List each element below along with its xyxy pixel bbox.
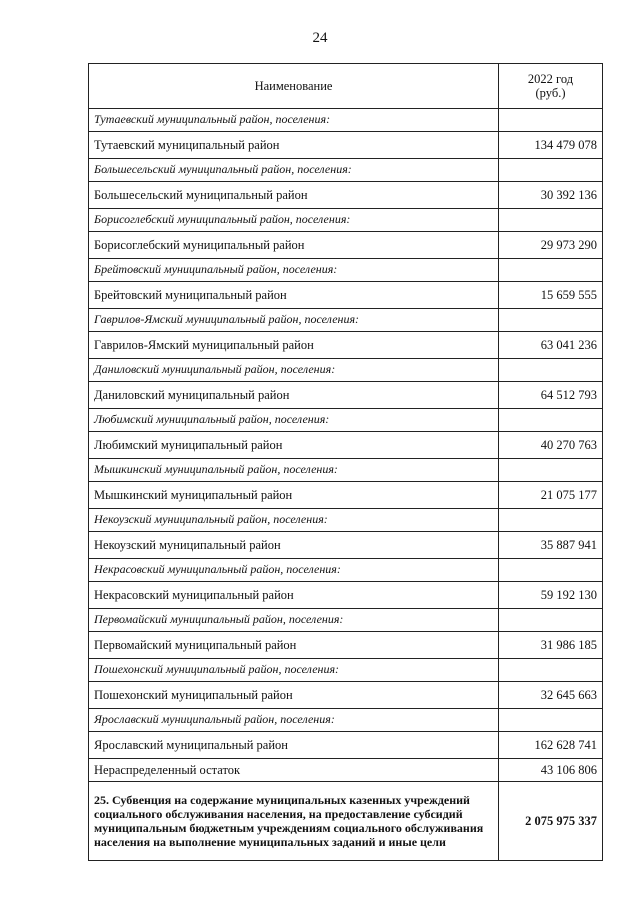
- row-value: 162 628 741: [499, 732, 603, 759]
- group-heading: Гаврилов-Ямский муниципальный район, поселения:: [89, 309, 499, 332]
- group-heading: Борисоглебский муниципальный район, поселения:: [89, 209, 499, 232]
- table-row-group: [89, 709, 603, 732]
- row-value: [499, 409, 603, 432]
- row-name: Первомайский муниципальный район: [89, 632, 499, 659]
- table-row-item: [89, 132, 603, 159]
- group-heading: Мышкинский муниципальный район, поселения:: [89, 459, 499, 482]
- row-value: [499, 159, 603, 182]
- row-value: 2 075 975 337: [499, 782, 603, 861]
- row-name: Брейтовский муниципальный район: [89, 282, 499, 309]
- table-row-item: [89, 432, 603, 459]
- row-value: 15 659 555: [499, 282, 603, 309]
- row-name: Тутаевский муниципальный район: [89, 132, 499, 159]
- table-row-group: [89, 159, 603, 182]
- page-number: 24: [312, 30, 328, 46]
- table-row-group: [89, 209, 603, 232]
- row-name: Некрасовский муниципальный район: [89, 582, 499, 609]
- row-name: Мышкинский муниципальный район: [89, 482, 499, 509]
- group-heading: Тутаевский муниципальный район, поселения:: [89, 109, 499, 132]
- row-value: [499, 259, 603, 282]
- group-heading: Ярославский муниципальный район, поселения:: [89, 709, 499, 732]
- row-value: [499, 209, 603, 232]
- row-value: [499, 559, 603, 582]
- column-header-year: [499, 64, 603, 109]
- row-value: 35 887 941: [499, 532, 603, 559]
- table-row-group: [89, 309, 603, 332]
- row-name: Ярославский муниципальный район: [89, 732, 499, 759]
- row-name: Нераспределенный остаток: [89, 759, 499, 782]
- table-row-item: [89, 532, 603, 559]
- table-header-row: [89, 64, 603, 109]
- table-row-item: [89, 582, 603, 609]
- row-value: [499, 709, 603, 732]
- table-row-group: [89, 609, 603, 632]
- row-value: 43 106 806: [499, 759, 603, 782]
- table-row-item: [89, 232, 603, 259]
- group-heading: Даниловский муниципальный район, поселения:: [89, 359, 499, 382]
- year-label: 2022 год: [527, 71, 574, 86]
- budget-table: [88, 63, 603, 861]
- table-row-group: [89, 359, 603, 382]
- table-row-total: [89, 782, 603, 861]
- row-name: Большесельский муниципальный район: [89, 182, 499, 209]
- row-value: 29 973 290: [499, 232, 603, 259]
- row-value: 30 392 136: [499, 182, 603, 209]
- row-value: [499, 109, 603, 132]
- group-heading: Большесельский муниципальный район, поселения:: [89, 159, 499, 182]
- row-name: Любимский муниципальный район: [89, 432, 499, 459]
- row-value: 40 270 763: [499, 432, 603, 459]
- row-value: [499, 509, 603, 532]
- group-heading: Первомайский муниципальный район, поселения:: [89, 609, 499, 632]
- table-row-group: [89, 409, 603, 432]
- row-value: 64 512 793: [499, 382, 603, 409]
- row-value: 63 041 236: [499, 332, 603, 359]
- row-name: Даниловский муниципальный район: [89, 382, 499, 409]
- row-value: 59 192 130: [499, 582, 603, 609]
- table-row-group: [89, 259, 603, 282]
- table-row-item: [89, 182, 603, 209]
- table-row-item: [89, 732, 603, 759]
- row-name: Гаврилов-Ямский муниципальный район: [89, 332, 499, 359]
- row-value: 32 645 663: [499, 682, 603, 709]
- row-name: Пошехонский муниципальный район: [89, 682, 499, 709]
- row-value: [499, 659, 603, 682]
- table-row-item: [89, 382, 603, 409]
- row-value: [499, 609, 603, 632]
- row-value: 31 986 185: [499, 632, 603, 659]
- group-heading: Любимский муниципальный район, поселения:: [89, 409, 499, 432]
- row-value: [499, 359, 603, 382]
- group-heading: Брейтовский муниципальный район, поселения:: [89, 259, 499, 282]
- table-row-item: [89, 282, 603, 309]
- row-name: 25. Субвенция на содержание муниципальных казенных учреждений социального обслуживания населения, на предоставление субсидий муниципальным бюджетным учреждениям социального обслуживания населения на выполнение муниципальных заданий и иные цели: [89, 782, 499, 861]
- column-header-name: Наименование: [89, 64, 499, 109]
- table-row-group: [89, 659, 603, 682]
- table-row-group: [89, 559, 603, 582]
- group-heading: Некоузский муниципальный район, поселения:: [89, 509, 499, 532]
- row-value: 21 075 177: [499, 482, 603, 509]
- table-row-group: [89, 509, 603, 532]
- table-row-rest: [89, 759, 603, 782]
- table-row-group: [89, 109, 603, 132]
- row-value: [499, 309, 603, 332]
- row-name: Борисоглебский муниципальный район: [89, 232, 499, 259]
- group-heading: Некрасовский муниципальный район, поселения:: [89, 559, 499, 582]
- table-row-item: [89, 482, 603, 509]
- group-heading: Пошехонский муниципальный район, поселения:: [89, 659, 499, 682]
- row-value: 134 479 078: [499, 132, 603, 159]
- row-value: [499, 459, 603, 482]
- table-row-item: [89, 332, 603, 359]
- table-row-item: [89, 632, 603, 659]
- table-row-item: [89, 682, 603, 709]
- row-name: Некоузский муниципальный район: [89, 532, 499, 559]
- table-row-group: [89, 459, 603, 482]
- currency-label: (руб.): [535, 86, 566, 100]
